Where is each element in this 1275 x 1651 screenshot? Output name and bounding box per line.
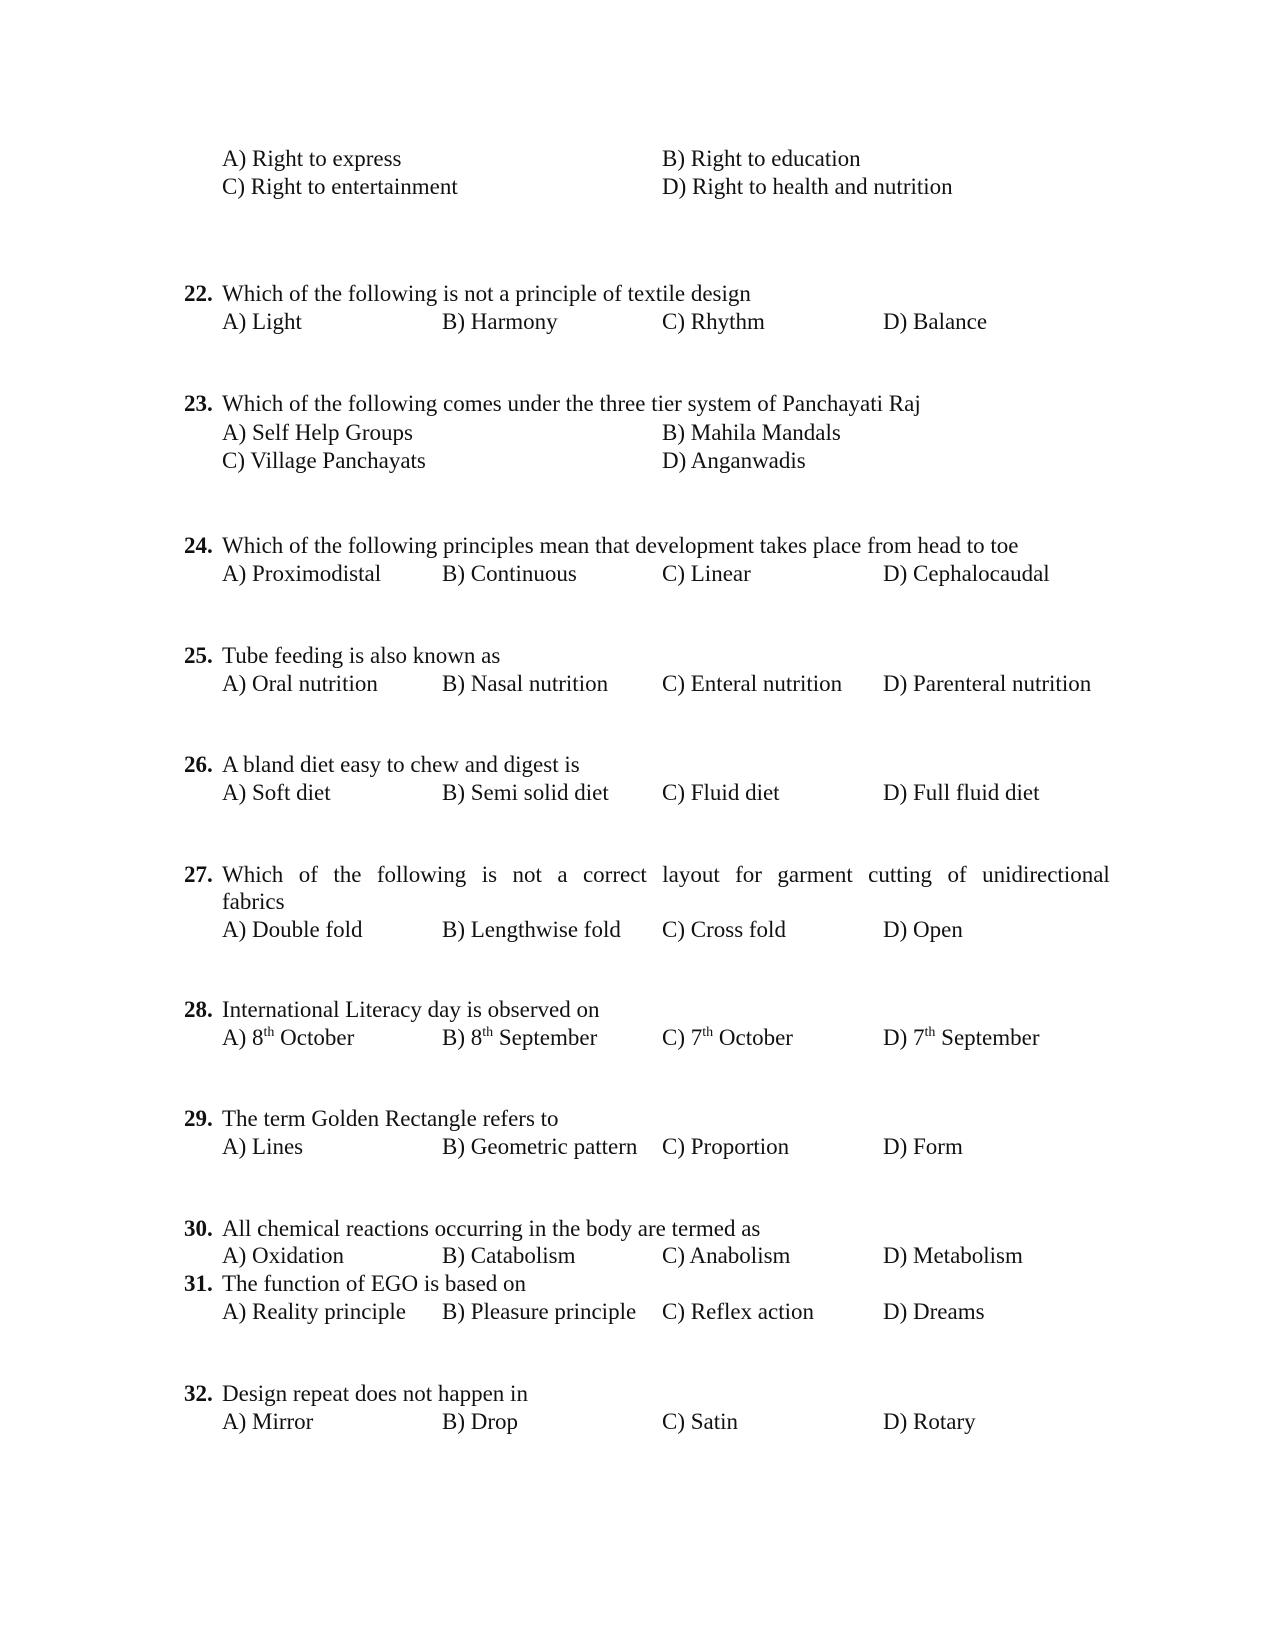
option-d: D) Anganwadis (662, 448, 806, 473)
option-a: A) Right to express (222, 146, 402, 171)
question-word: layout (662, 862, 720, 887)
question-text-line-1 (222, 863, 1110, 886)
option-b: B) Catabolism (442, 1243, 576, 1268)
option-d: D) Rotary (883, 1409, 976, 1434)
question-word: a (557, 862, 568, 887)
question-word: following (376, 862, 467, 887)
option-c: C) Fluid diet (662, 780, 780, 805)
option-d: D) Form (883, 1134, 963, 1159)
question-text: A bland diet easy to chew and digest is (222, 752, 580, 777)
question-number: 29. (184, 1106, 213, 1131)
option-a: A) Light (222, 309, 302, 334)
option-a: A) Proximodistal (222, 561, 382, 586)
option-a: A) 8th October (222, 1025, 355, 1050)
option-d: D) Dreams (883, 1299, 985, 1324)
option-a: A) Self Help Groups (222, 420, 413, 445)
question-text: Design repeat does not happen in (222, 1381, 528, 1406)
question-number: 27. (184, 862, 213, 887)
question-word: is (481, 862, 498, 887)
option-a: A) Oral nutrition (222, 671, 378, 696)
option-d: D) Full fluid diet (883, 780, 1040, 805)
option-b: B) Semi solid diet (442, 780, 609, 805)
option-c: C) Rhythm (662, 309, 765, 334)
question-number: 26. (184, 752, 213, 777)
option-a: A) Oxidation (222, 1243, 345, 1268)
question-text (222, 863, 1110, 886)
option-c: C) Satin (662, 1409, 739, 1434)
question-number: 28. (184, 997, 213, 1022)
option-b: B) Continuous (442, 561, 577, 586)
option-a: A) Lines (222, 1134, 304, 1159)
question-word: not (512, 862, 542, 887)
question-number: 30. (184, 1216, 213, 1241)
option-b: B) Nasal nutrition (442, 671, 609, 696)
option-b: B) Right to education (662, 146, 861, 171)
option-b: B) Geometric pattern (442, 1134, 638, 1159)
option-c: C) Enteral nutrition (662, 671, 843, 696)
question-word: Which (222, 862, 284, 887)
question-word: correct (582, 862, 647, 887)
question-text: International Literacy day is observed on (222, 997, 600, 1022)
option-a: A) Mirror (222, 1409, 314, 1434)
question-word: unidirectional (982, 862, 1110, 887)
option-c: C) Proportion (662, 1134, 790, 1159)
question-word: of (947, 862, 967, 887)
option-d: D) 7th September (883, 1025, 1040, 1050)
question-text: The function of EGO is based on (222, 1271, 527, 1296)
question-word: of (298, 862, 318, 887)
option-c: C) Right to entertainment (222, 174, 458, 199)
option-b: B) 8th September (442, 1025, 598, 1050)
option-b: B) Pleasure principle (442, 1299, 637, 1324)
question-number: 31. (184, 1271, 213, 1296)
option-a: A) Soft diet (222, 780, 331, 805)
option-d: D) Parenteral nutrition (883, 671, 1092, 696)
option-d: D) Cephalocaudal (883, 561, 1050, 586)
option-b: B) Lengthwise fold (442, 917, 621, 942)
question-text: Which of the following comes under the three tier system of Panchayati Raj (222, 391, 921, 416)
question-text: Tube feeding is also known as (222, 643, 501, 668)
question-number: 22. (184, 281, 213, 306)
option-b: B) Mahila Mandals (662, 420, 841, 445)
question-word: cutting (868, 862, 933, 887)
question-text: All chemical reactions occurring in the body are termed as (222, 1216, 761, 1241)
question-number: 23. (184, 391, 213, 416)
question-text: The term Golden Rectangle refers to (222, 1106, 559, 1131)
option-c: C) Reflex action (662, 1299, 815, 1324)
question-text: Which of the following principles mean that development takes place from head to toe (222, 533, 1019, 558)
question-number: 25. (184, 643, 213, 668)
option-a: A) Reality principle (222, 1299, 406, 1324)
question-text: Which of the following is not a principle of textile design (222, 281, 751, 306)
option-c: C) Village Panchayats (222, 448, 426, 473)
option-c: C) 7th October (662, 1025, 793, 1050)
question-word: the (333, 862, 362, 887)
question-word: garment (777, 862, 853, 887)
option-d: D) Balance (883, 309, 988, 334)
option-c: C) Linear (662, 561, 751, 586)
question-text-line-2: fabrics (222, 889, 285, 914)
question-word: for (735, 862, 762, 887)
question-number: 24. (184, 533, 213, 558)
option-c: C) Anabolism (662, 1243, 791, 1268)
option-d: D) Metabolism (883, 1243, 1023, 1268)
question-number: 32. (184, 1381, 213, 1406)
option-c: C) Cross fold (662, 917, 786, 942)
option-d: D) Right to health and nutrition (662, 174, 953, 199)
option-b: B) Drop (442, 1409, 519, 1434)
option-b: B) Harmony (442, 309, 558, 334)
option-d: D) Open (883, 917, 963, 942)
option-a: A) Double fold (222, 917, 363, 942)
